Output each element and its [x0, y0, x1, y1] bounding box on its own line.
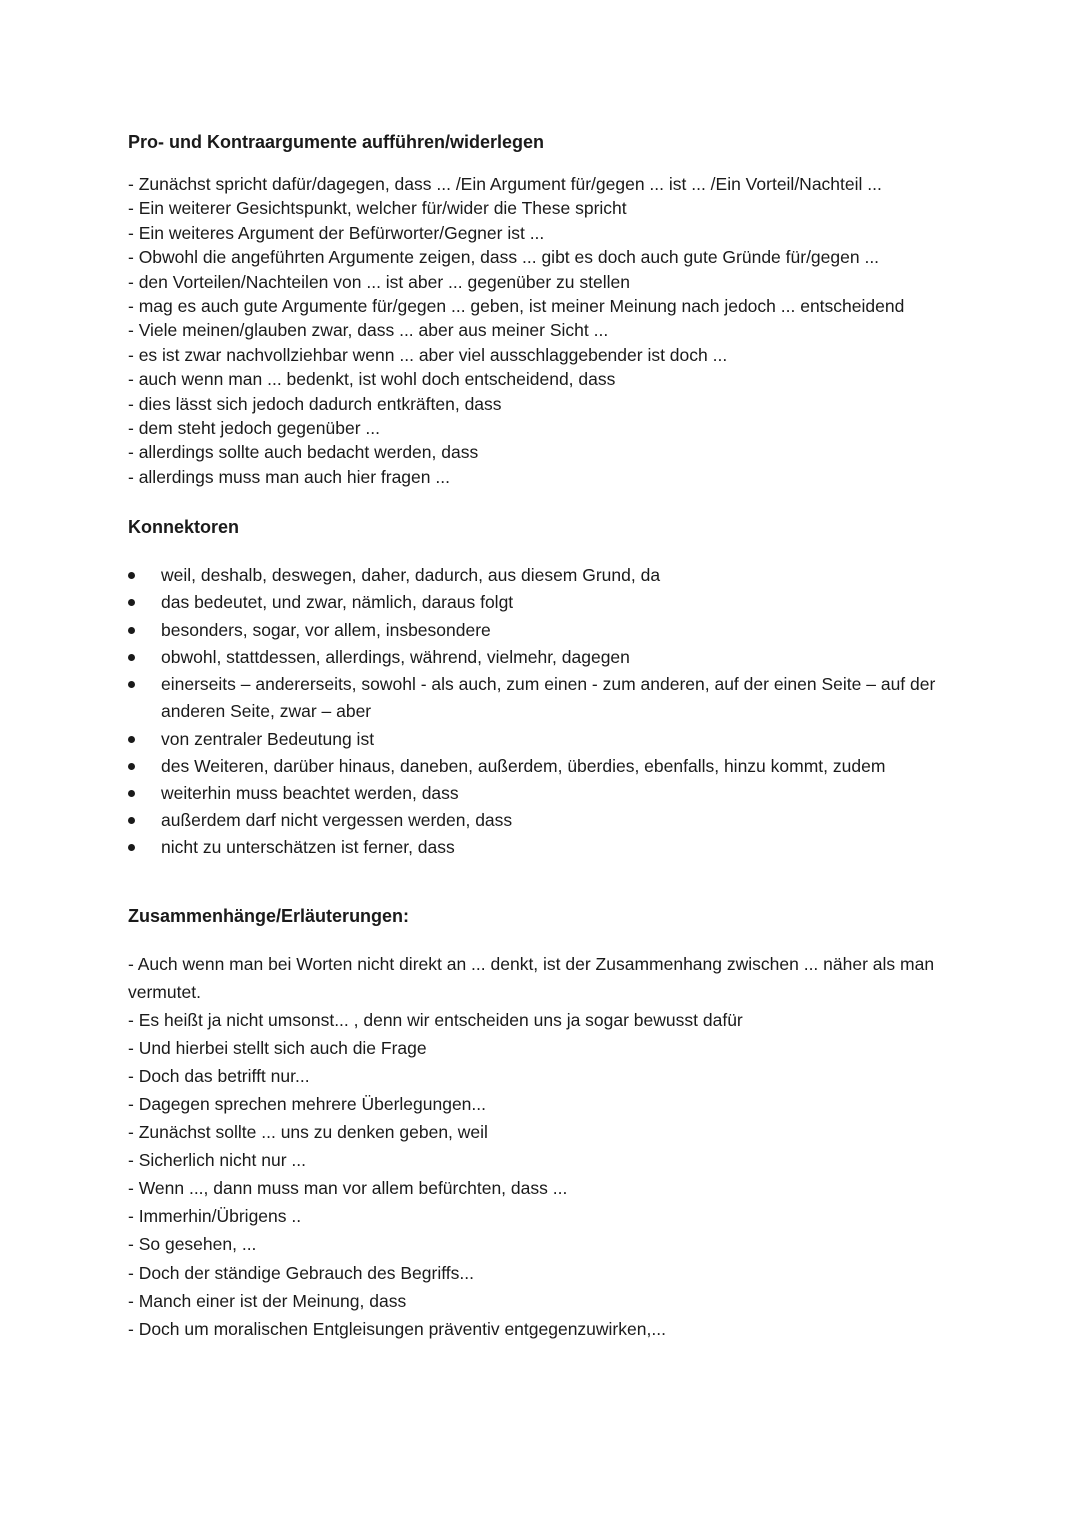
list-item — [128, 644, 948, 671]
list-item-text: außerdem darf nicht vergessen werden, dass — [161, 810, 513, 831]
list-item: - dem steht jedoch gegenüber ... — [128, 418, 380, 439]
list-item-text: weiterhin muss beachtet werden, dass — [161, 782, 459, 803]
section-heading-arguments: Pro- und Kontraargumente aufführen/widerlegen — [128, 132, 545, 152]
bullet-icon — [128, 572, 135, 579]
list-item: - Immerhin/Übrigens .. — [128, 1206, 302, 1227]
list-item: - Es heißt ja nicht umsonst... , denn wir entscheiden uns ja sogar bewusst dafür — [128, 1009, 743, 1030]
list-item-text: das bedeutet, und zwar, nämlich, daraus folgt — [161, 592, 514, 613]
list-item — [128, 753, 948, 780]
bullet-icon — [128, 736, 135, 743]
arguments-list — [128, 172, 948, 489]
list-item-text: nicht zu unterschätzen ist ferner, dass — [161, 837, 455, 858]
list-item: - den Vorteilen/Nachteilen von ... ist aber ... gegenüber zu stellen — [128, 271, 630, 292]
bullet-icon — [128, 790, 135, 797]
list-item — [128, 780, 948, 807]
list-item: - Und hierbei stellt sich auch die Frage — [128, 1037, 427, 1058]
list-item: - allerdings sollte auch bedacht werden, dass — [128, 442, 479, 463]
list-item: - Auch wenn man bei Worten nicht direkt an ... denkt, ist der Zusammenhang zwischen ... näher als man vermutet. — [128, 953, 935, 1002]
list-item: - es ist zwar nachvollziehbar wenn ... aber viel ausschlaggebender ist doch ... — [128, 344, 728, 365]
list-item: - dies lässt sich jedoch dadurch entkräften, dass — [128, 393, 502, 414]
list-item — [128, 726, 948, 753]
list-item: - Doch um moralischen Entgleisungen präventiv entgegenzuwirken,... — [128, 1318, 666, 1339]
list-item — [128, 562, 948, 589]
list-item: - allerdings muss man auch hier fragen ... — [128, 466, 450, 487]
bullet-icon — [128, 844, 135, 851]
bullet-icon — [128, 817, 135, 824]
list-item — [128, 589, 948, 616]
list-item: - mag es auch gute Argumente für/gegen ... geben, ist meiner Meinung nach jedoch ... entscheidend — [128, 296, 905, 317]
list-item-text: von zentraler Bedeutung ist — [161, 728, 375, 749]
list-item: - Viele meinen/glauben zwar, dass ... aber aus meiner Sicht ... — [128, 320, 609, 341]
list-item — [128, 807, 948, 834]
list-item: - Ein weiterer Gesichtspunkt, welcher für/wider die These spricht — [128, 198, 627, 219]
list-item-text: weil, deshalb, deswegen, daher, dadurch, aus diesem Grund, da — [161, 565, 661, 586]
list-item: - Doch der ständige Gebrauch des Begriffs... — [128, 1262, 474, 1283]
list-item: - Obwohl die angeführten Argumente zeigen, dass ... gibt es doch auch gute Gründe für/gegen ... — [128, 247, 880, 268]
list-item: - Ein weiteres Argument der Befürworter/Gegner ist ... — [128, 222, 545, 243]
list-item: - Dagegen sprechen mehrere Überlegungen... — [128, 1093, 486, 1114]
list-item: - Zunächst sollte ... uns zu denken geben, weil — [128, 1122, 488, 1143]
list-item: - Sicherlich nicht nur ... — [128, 1150, 306, 1171]
document-page — [128, 130, 948, 1343]
list-item-text: des Weiteren, darüber hinaus, daneben, außerdem, überdies, ebenfalls, hinzu kommt, zudem — [161, 755, 886, 776]
section-heading-explanations: Zusammenhänge/Erläuterungen: — [128, 905, 410, 926]
list-item: - Wenn ..., dann muss man vor allem befürchten, dass ... — [128, 1178, 568, 1199]
bullet-icon — [128, 763, 135, 770]
explanations-list — [128, 950, 948, 1343]
list-item: - Zunächst spricht dafür/dagegen, dass ... /Ein Argument für/gegen ... ist ... /Ein Vorteil/Nachteil ... — [128, 174, 882, 194]
list-item: - auch wenn man ... bedenkt, ist wohl doch entscheidend, dass — [128, 369, 616, 390]
list-item — [128, 671, 948, 725]
list-item — [128, 834, 948, 861]
connectors-list — [128, 562, 948, 861]
list-item: - So gesehen, ... — [128, 1234, 257, 1255]
bullet-icon — [128, 627, 135, 634]
list-item-text: obwohl, stattdessen, allerdings, während, vielmehr, dagegen — [161, 646, 630, 667]
list-item — [128, 617, 948, 644]
bullet-icon — [128, 654, 135, 661]
list-item: - Doch das betrifft nur... — [128, 1065, 310, 1086]
section-heading-connectors: Konnektoren — [128, 517, 240, 538]
list-item: - Manch einer ist der Meinung, dass — [128, 1290, 407, 1311]
list-item-text: einerseits – andererseits, sowohl - als auch, zum einen - zum anderen, auf der einen Seite – auf der anderen Seite, zwar – aber — [161, 674, 936, 722]
bullet-icon — [128, 681, 135, 688]
list-item-text: besonders, sogar, vor allem, insbesondere — [161, 619, 491, 640]
bullet-icon — [128, 599, 135, 606]
